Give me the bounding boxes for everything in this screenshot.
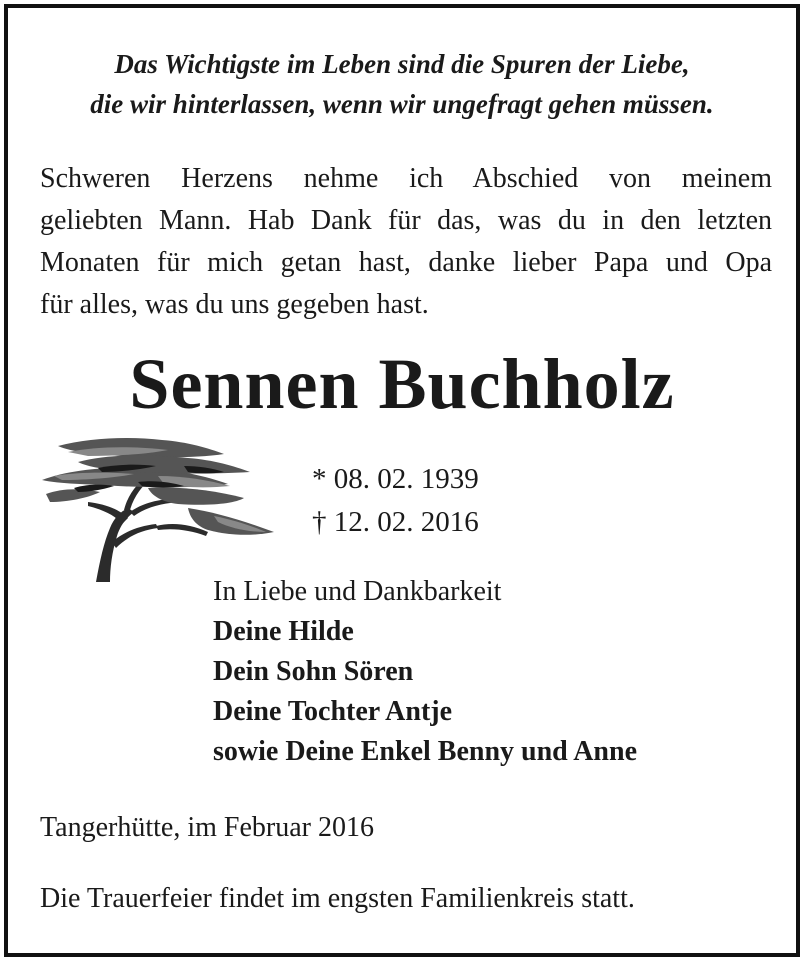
life-dates bbox=[312, 458, 479, 544]
deceased-name: Sennen Buchholz bbox=[129, 344, 675, 424]
motto-line: Das Wichtigste im Leben sind die Spuren der Liebe, bbox=[114, 49, 690, 79]
cypress-tree-icon bbox=[38, 432, 278, 588]
birth-date: * 08. 02. 1939 bbox=[312, 463, 479, 495]
family-member: Deine Hilde bbox=[213, 616, 354, 647]
intro-line: geliebten Mann. Hab Dank für das, was du in den letzten bbox=[40, 205, 772, 236]
motto-line: die wir hinterlassen, wenn wir ungefragt gehen müssen. bbox=[90, 89, 714, 119]
place-date: Tangerhütte, im Februar 2016 bbox=[40, 812, 374, 843]
motto bbox=[8, 44, 796, 124]
intro-text bbox=[40, 158, 772, 326]
obituary-notice bbox=[4, 4, 800, 957]
service-note: Die Trauerfeier findet im engsten Familienkreis statt. bbox=[40, 883, 635, 914]
family-signatures bbox=[213, 572, 637, 772]
intro-line: Schweren Herzens nehme ich Abschied von meinem bbox=[40, 163, 772, 194]
family-member: sowie Deine Enkel Benny und Anne bbox=[213, 736, 637, 767]
intro-line: für alles, was du uns gegeben hast. bbox=[40, 289, 429, 320]
family-member: Dein Sohn Sören bbox=[213, 656, 414, 687]
family-intro: In Liebe und Dankbarkeit bbox=[213, 576, 502, 607]
death-date: † 12. 02. 2016 bbox=[312, 506, 479, 538]
family-member: Deine Tochter Antje bbox=[213, 696, 453, 727]
intro-line: Monaten für mich getan hast, danke lieber Papa und Opa bbox=[40, 247, 772, 278]
